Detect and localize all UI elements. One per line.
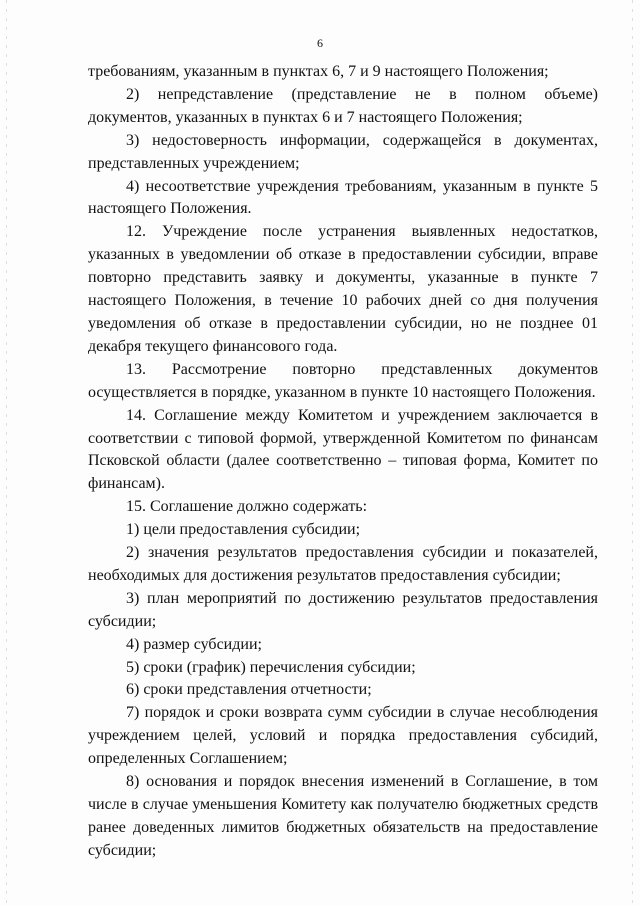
list-item-3: 3) план мероприятий по достижению результатов предоставления субсидии; (88, 589, 598, 630)
document-body (88, 61, 598, 863)
list-item-2: 2) значения результатов предоставления субсидии и показателей, необходимых для достижения результатов предоставления субсидии; (88, 544, 598, 584)
paragraph-item-4: 4) несоответствие учреждения требованиям, указанным в пункте 5 настоящего Положения. (88, 177, 598, 218)
paragraph-item-3: 3) недостоверность информации, содержащейся в документах, представленных учреждением; (88, 131, 598, 172)
list-item-5: 5) сроки (график) перечисления субсидии; (126, 658, 416, 676)
paragraph-item-2: 2) непредставление (представление не в полном объеме) документов, указанных в пунктах 6 и 7 настоящего Положения; (88, 85, 598, 126)
list-item-1: 1) цели предоставления субсидии; (126, 521, 361, 539)
paragraph-clause-12: 12. Учреждение после устранения выявленных недостатков, указанных в уведомлении об отказе в предоставлении субсидии, вправе повторно представить заявку и документы, указанные в пункте 7 настоящего Положения, в течение 10 рабочих дней со дня получения уведомления об отказе в предоставлении субсидии, но не позднее 01 декабря текущего финансового года. (88, 223, 598, 355)
paragraph-clause-13: 13. Рассмотрение повторно представленных документов осуществляется в порядке, указанном в пункте 10 настоящего Положения. (88, 360, 598, 401)
scan-edge-right (632, 0, 633, 905)
list-item-6: 6) сроки представления отчетности; (126, 681, 372, 699)
paragraph-clause-15: 15. Соглашение должно содержать: (126, 498, 368, 516)
page-number: 6 (317, 36, 323, 50)
paragraph-clause-14: 14. Соглашение между Комитетом и учреждением заключается в соответствии с типовой формой, утвержденной Комитетом по финансам Псковской области (далее соответственно – типовая форма, Комитет по финансам). (88, 406, 598, 493)
scan-edge-left (6, 0, 7, 905)
list-item-4: 4) размер субсидии; (126, 635, 262, 653)
list-item-8: 8) основания и порядок внесения изменений в Соглашение, в том числе в случае уменьшения Комитету как получателю бюджетных средств ранее доведенных лимитов бюджетных обязательств на предоставление субсидии; (88, 773, 598, 859)
list-item-7: 7) порядок и сроки возврата сумм субсидии в случае несоблюдения учреждением целей, условий и порядка предоставления субсидий, определенных Соглашением; (88, 704, 598, 768)
paragraph-continuation: требованиям, указанным в пунктах 6, 7 и 9 настоящего Положения; (88, 63, 549, 80)
